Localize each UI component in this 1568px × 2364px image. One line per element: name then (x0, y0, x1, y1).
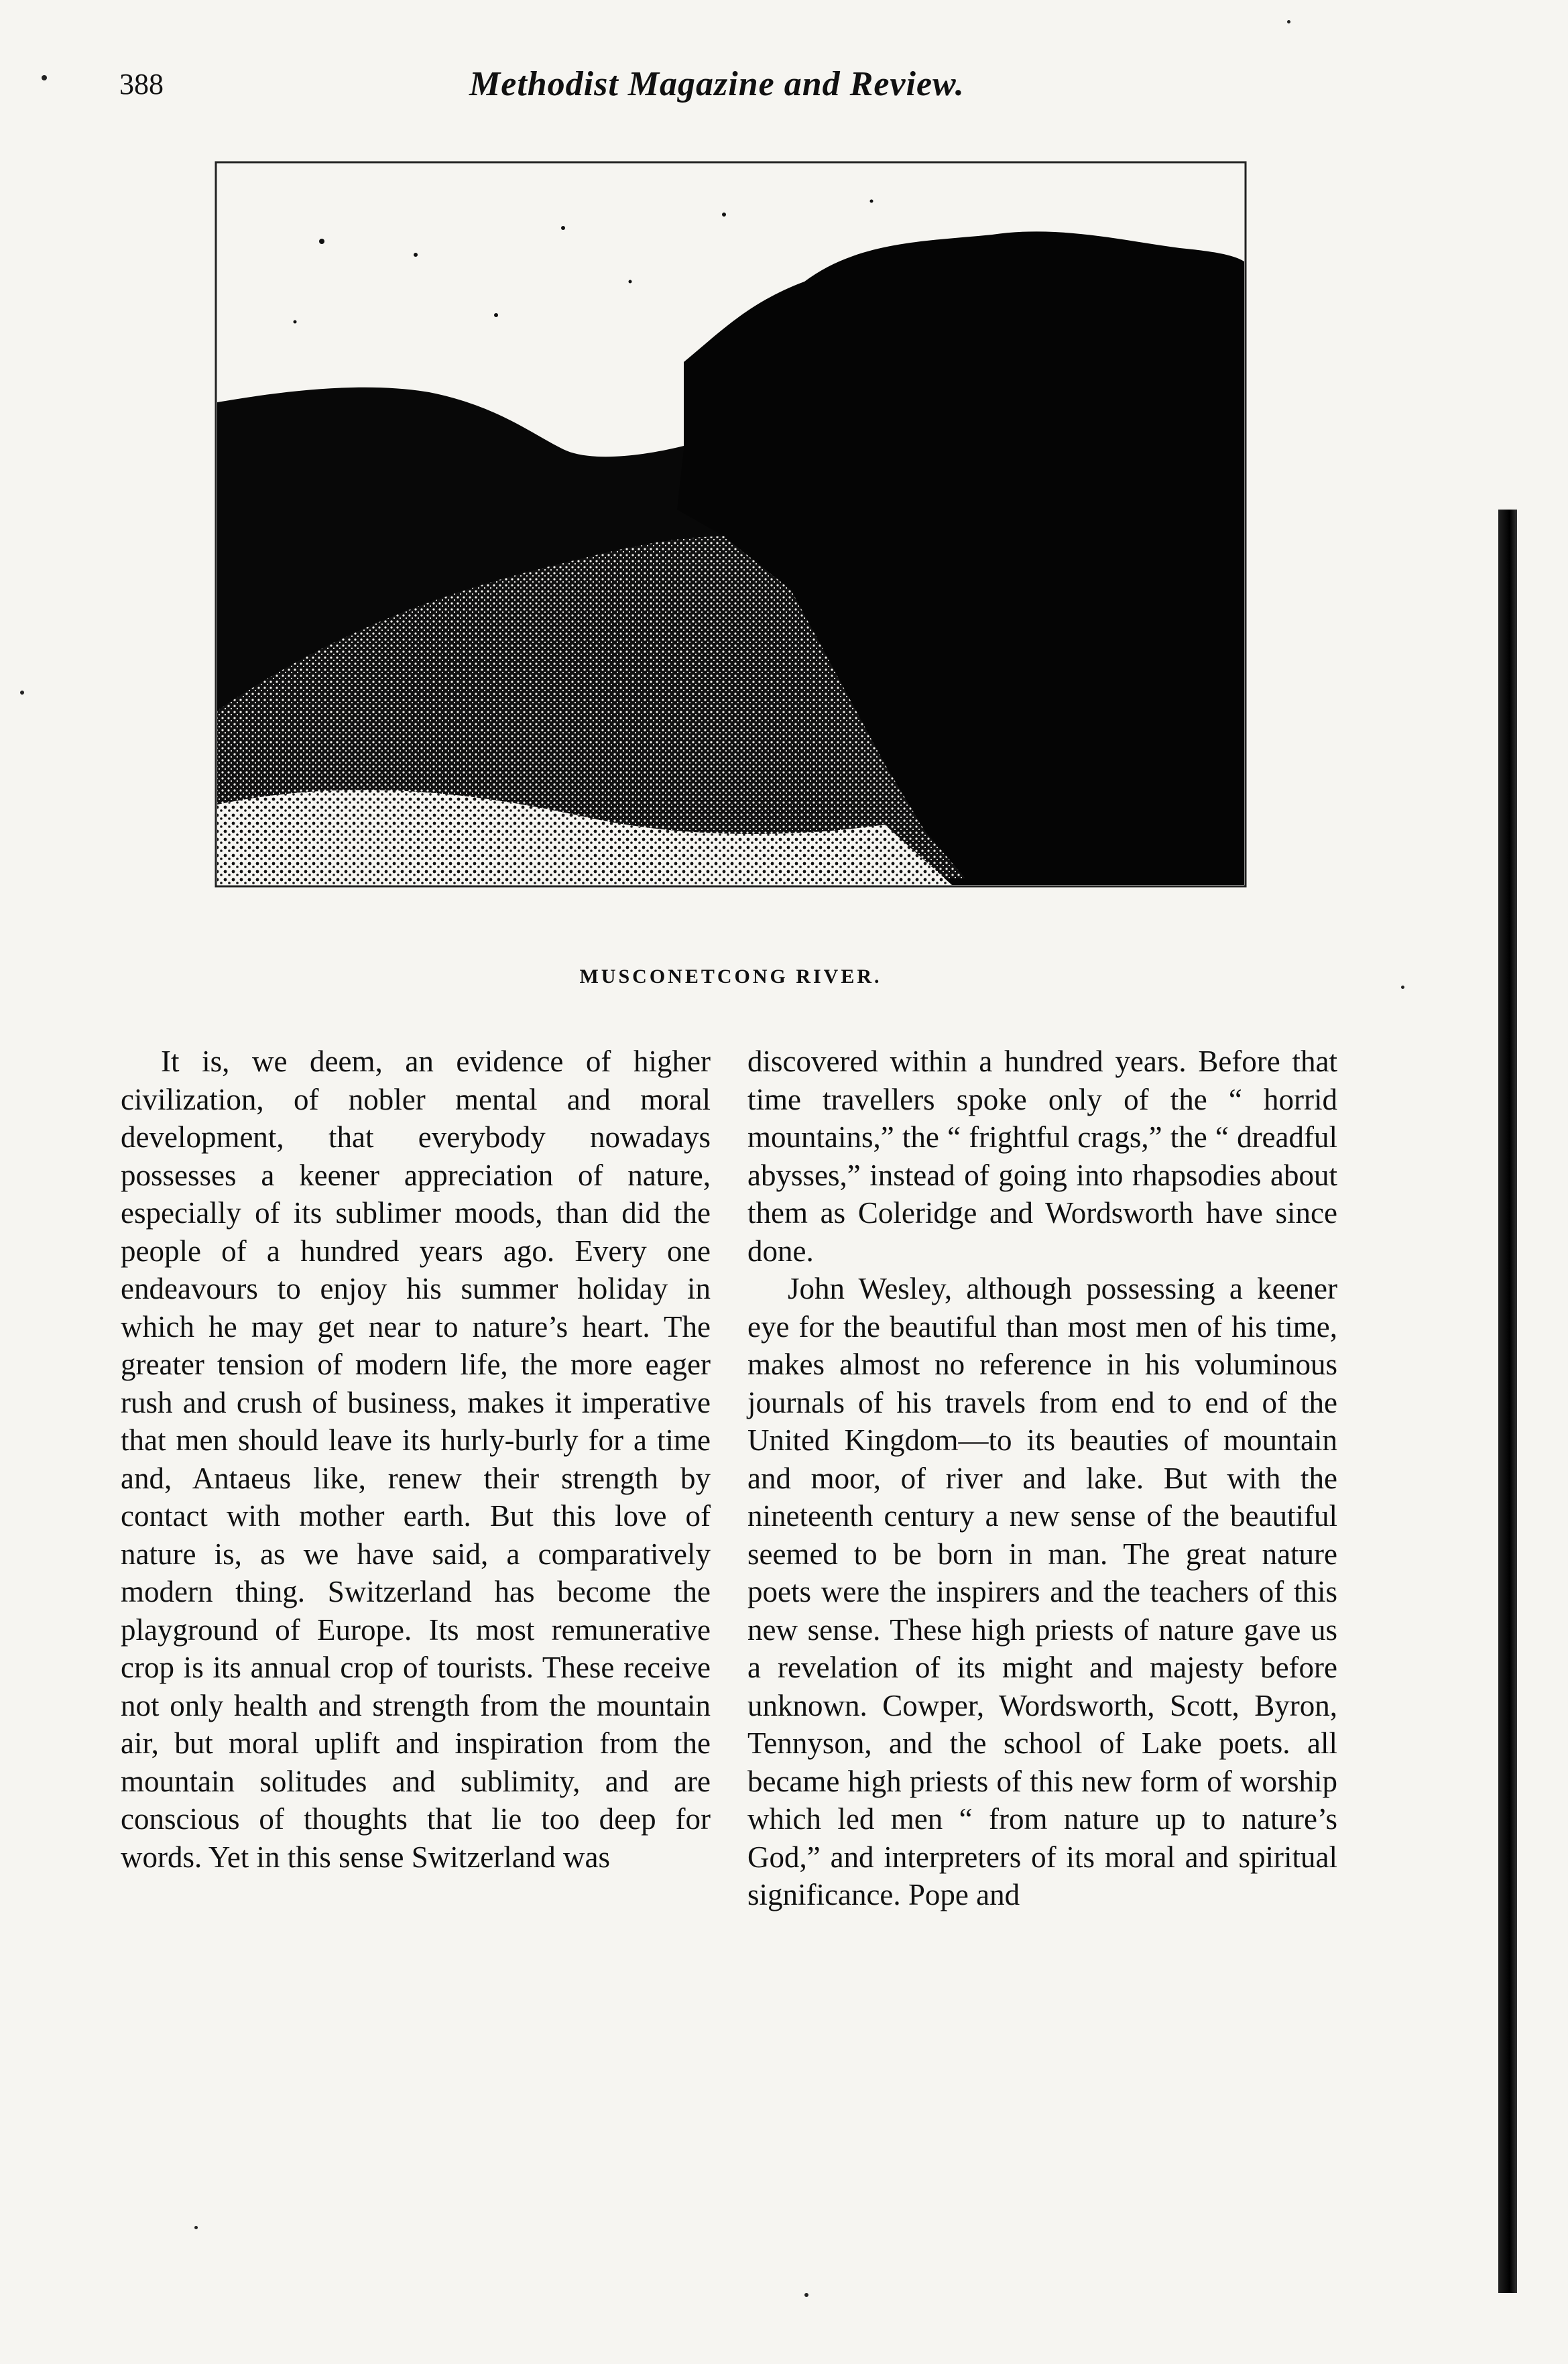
right-column (747, 1043, 1337, 1914)
scan-speck (1401, 986, 1404, 989)
paragraph: discovered within a hundred years. Before that time travellers spoke only of the “ horrid mountains,” the “ frightful crags,” the “ dreadful abysses,” instead of going into rhapsodies about them as Coleridge and Wordsworth have since done. (747, 1045, 1337, 1268)
page-number: 388 (119, 68, 164, 101)
paragraph: It is, we deem, an evidence of higher civilization, of nobler mental and moral development, that everybody nowadays possesses a keener appreciation of nature, especially of its sublimer moods, than did the people of a hundred years ago. Every one endeavours to enjoy his summer holiday in which he may get near to nature’s heart. The greater tension of modern life, the more eager rush and crush of business, makes it imperative that men should leave its hurly-burly for a time and, Antaeus like, renew their strength by contact with mother earth. But this love of nature is, as we have said, a comparatively modern thing. Switzerland has become the playground of Europe. Its most remunerative crop is its annual crop of tourists. These receive not only health and strength from the mountain air, but moral uplift and inspiration from the mountain solitudes and sublimity, and are conscious of thoughts that lie too deep for words. Yet in this sense Switzerland was (121, 1045, 711, 1874)
scan-speck (1287, 20, 1290, 23)
paragraph: John Wesley, although possessing a keener eye for the beautiful than most men of his time, makes almost no reference in his voluminous journals of his travels from end to end of the United Kingdom—to its beauties of mountain and moor, of river and lake. But with the nineteenth century a new sense of the beautiful seemed to be born in man. The great nature poets were the inspirers and the teachers of this new sense. These high priests of nature gave us a revelation of its might and majesty before unknown. Cowper, Wordsworth, Scott, Byron, Tennyson, and the school of Lake poets. all became high priests of this new form of worship which led men “ from nature up to nature’s God,” and interpreters of its moral and spiritual significance. Pope and (747, 1272, 1337, 1911)
scan-speck (42, 75, 47, 80)
river-illustration (215, 161, 1247, 905)
scan-speck (20, 691, 24, 695)
running-title: Methodist Magazine and Review. (469, 65, 965, 103)
left-column (121, 1043, 711, 1876)
figure-caption: MUSCONETCONG RIVER. (579, 965, 882, 988)
page-header (80, 67, 1153, 121)
scan-speck (194, 2226, 198, 2229)
scan-edge-shadow (1498, 510, 1517, 2293)
landscape-engraving-icon (215, 161, 1247, 905)
scan-speck (804, 2293, 808, 2297)
